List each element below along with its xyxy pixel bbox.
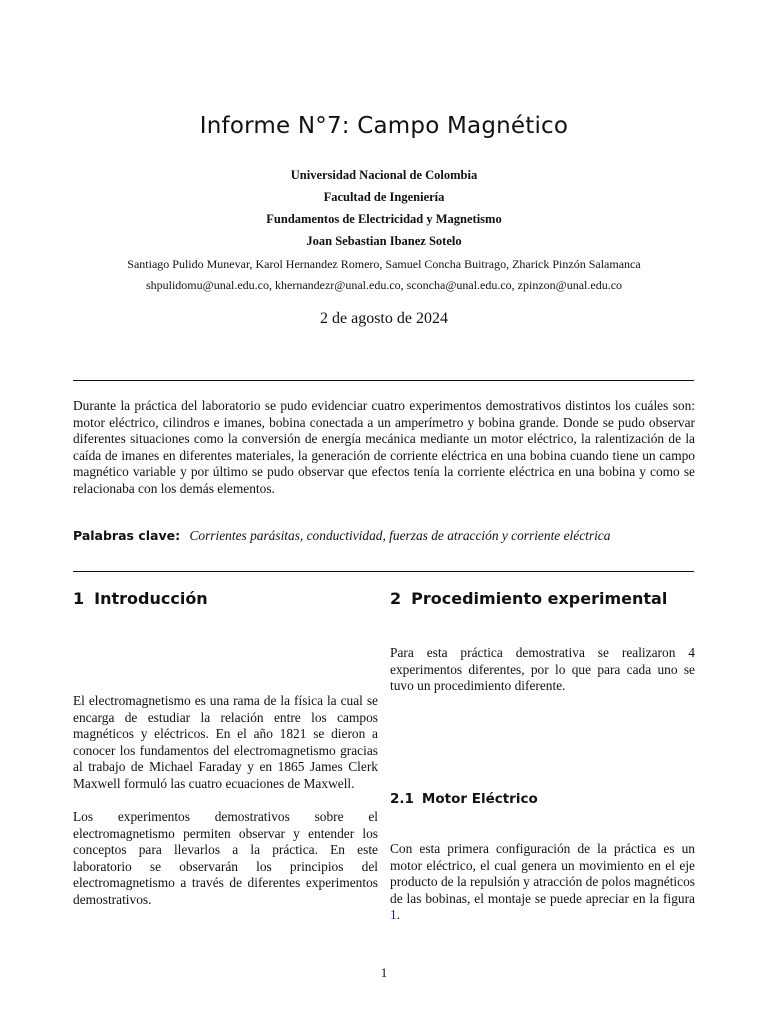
author-emails: shpulidomu@unal.edu.co, khernandezr@unal.edu.co, sconcha@unal.edu.co, zpinzon@unal.edu.co (145, 278, 623, 292)
keywords-label: Palabras clave: (73, 528, 181, 543)
figure-reference-link[interactable]: 1 (390, 907, 397, 923)
motor-paragraph-end: . (396, 907, 401, 923)
keywords-line (73, 528, 713, 544)
motor-paragraph-1 (390, 841, 695, 924)
subsection-heading-motor (390, 791, 538, 807)
section-title: Procedimiento experimental (411, 589, 668, 608)
section-title: Introducción (94, 589, 208, 608)
paper-date: 2 de agosto de 2024 (320, 310, 448, 327)
top-rule (73, 380, 694, 381)
intro-paragraph-2: Los experimentos demostrativos sobre el electromagnetismo permiten observar y entender los conceptos para llevarlos a la práctica. En este laboratorio se observarán los principios del electromagnetismo a través de diferentes experimentos demostrativos. (73, 809, 378, 907)
page-number: 1 (380, 965, 388, 980)
section-number: 2 (390, 589, 402, 608)
subsection-title: Motor Eléctrico (421, 791, 538, 807)
abstract-text: Durante la práctica del laboratorio se pudo evidenciar cuatro experimentos demostrativos distintos los cuáles son: motor eléctrico, cilindros e imanes, bobina conectada a un amperímetro y bobina grande. Donde se pudo observar diferentes situaciones como la conversión de energía mecánica mediante un motor eléctrico, la ralentización de la caída de imanes en diferentes materiales, la generación de corriente eléctrica en una bobina cuando tiene un campo magnético variable y por último se pudo observar que efectos tenía la corriente eléctrica en una bobina y como se relacionaba con los demás elementos. (73, 398, 695, 496)
section-number: 1 (73, 589, 85, 608)
keywords-text: Corrientes parásitas, conductividad, fuerzas de atracción y corriente eléctrica (189, 528, 611, 543)
bottom-rule (73, 571, 694, 572)
paper-title: Informe N°7: Campo Magnético (199, 113, 569, 139)
intro-paragraph-1: El electromagnetismo es una rama de la física la cual se encarga de estudiar la relación entre los campos magnéticos y eléctricos. En el año 1821 se dieron a conocer los fundamentos del electromagnetismo gracias al trabajo de Michael Faraday y en 1865 James Clerk Maxwell formuló las cuatro ecuaciones de Maxwell. (73, 693, 378, 791)
university-name: Universidad Nacional de Colombia (290, 168, 478, 182)
motor-paragraph-text: Con esta primera configuración de la práctica es un motor eléctrico, el cual genera un movimiento en el eje producto de la repulsión y atracción de polos magnéticos de las bobinas, el montaje se puede apreciar en la figura (390, 841, 695, 906)
section-heading-procedure (390, 589, 667, 608)
faculty-name: Facultad de Ingeniería (323, 190, 445, 204)
professor-name: Joan Sebastian Ibanez Sotelo (306, 234, 462, 248)
subsection-number: 2.1 (390, 791, 414, 807)
course-name: Fundamentos de Electricidad y Magnetismo (266, 212, 502, 226)
author-list: Santiago Pulido Munevar, Karol Hernandez Romero, Samuel Concha Buitrago, Zharick Pinzón Salamanca (127, 257, 641, 271)
section-heading-introduction (73, 589, 208, 608)
procedure-paragraph-1: Para esta práctica demostrativa se realizaron 4 experimentos diferentes, por lo que para cada uno se tuvo un procedimiento diferente. (390, 645, 695, 694)
